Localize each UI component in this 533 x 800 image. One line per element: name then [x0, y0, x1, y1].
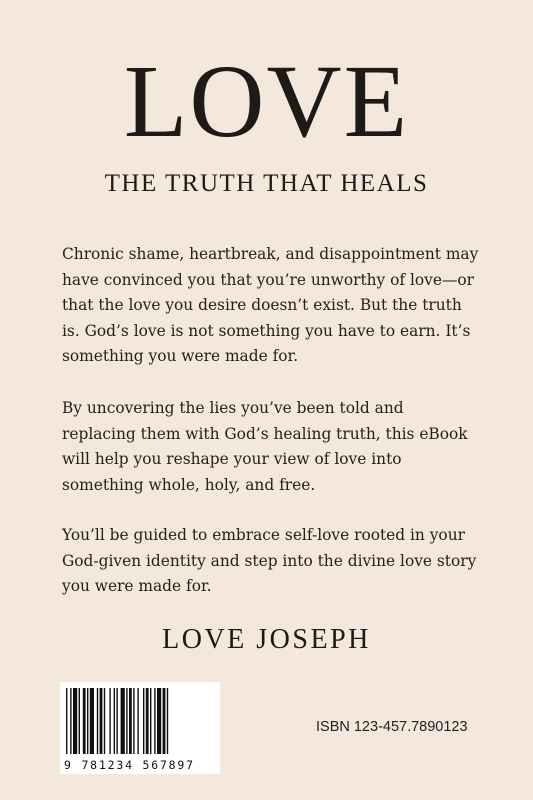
barcode-bar [167, 688, 168, 754]
barcode-bar [121, 688, 125, 754]
barcode-bar [133, 688, 134, 754]
book-title: LOVE [123, 44, 410, 159]
barcode-bar [109, 688, 110, 754]
barcode-bar [73, 688, 77, 754]
barcode-bar [70, 688, 71, 754]
author-name: LOVE JOSEPH [162, 624, 371, 655]
barcode-bar [100, 688, 103, 754]
barcode-bar [114, 688, 115, 754]
barcode-bar [157, 688, 161, 754]
barcode-bar [137, 688, 138, 754]
barcode-bar [79, 688, 80, 754]
barcode-bar [143, 688, 144, 754]
barcode-bar [129, 688, 132, 754]
barcode-bar [90, 688, 94, 754]
blurb-paragraph-1: Chronic shame, heartbreak, and disappointment may have convinced you that you’re unworthy of love—or that the love you desire doesn’t exist. But the truth is. God’s love is not something you have to earn. It’s something you were made for. [62, 245, 479, 365]
barcode-bar [97, 688, 98, 754]
barcode-bar [154, 688, 155, 754]
book-subtitle: THE TRUTH THAT HEALS [104, 170, 429, 197]
barcode-digits: 9 781234 567897 [64, 758, 195, 772]
barcode-bar [150, 688, 151, 754]
barcode [60, 682, 220, 774]
barcode-bars-icon [60, 682, 220, 758]
barcode-bar [146, 688, 149, 754]
barcode-bar [66, 688, 67, 754]
barcode-bar [163, 688, 166, 754]
blurb-paragraph-2: By uncovering the lies you’ve been told and replacing them with God’s healing truth, this eBook will help you reshape your view of love into something whole, holy, and free. [62, 399, 468, 494]
barcode-bar [83, 688, 86, 754]
barcode-bar [126, 688, 127, 754]
isbn-number: ISBN 123-457.7890123 [316, 719, 468, 735]
barcode-bar [87, 688, 88, 754]
barcode-bar [104, 688, 105, 754]
barcode-bar [116, 688, 117, 754]
blurb-paragraph-3: You’ll be guided to embrace self-love rooted in your God-given identity and step into the divine love story you were made for. [62, 526, 477, 595]
